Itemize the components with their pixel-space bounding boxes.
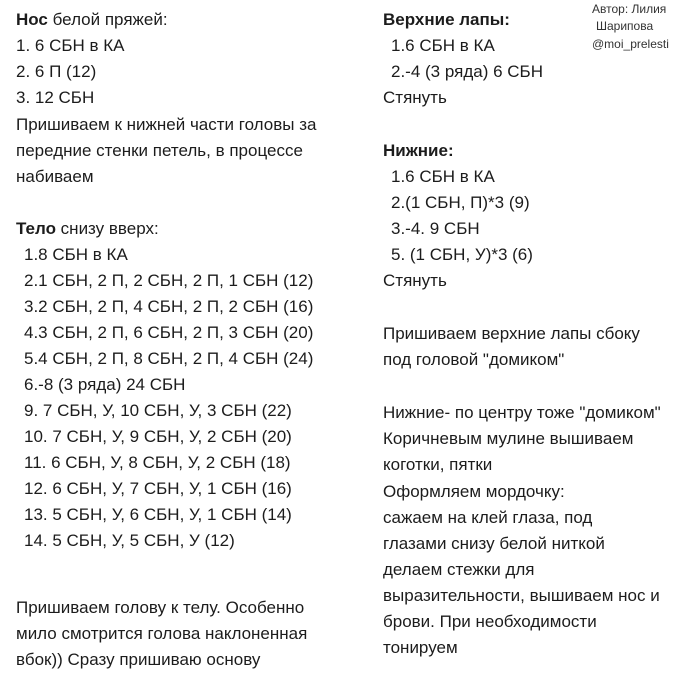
body-heading-bold: Тело xyxy=(16,219,56,238)
nose-heading-bold: Нос xyxy=(16,10,48,29)
upper-note-line: под головой "домиком" xyxy=(383,350,565,369)
body-row: 12. 6 СБН, У, 7 СБН, У, 1 СБН (16) xyxy=(24,479,292,498)
body-row: 13. 5 СБН, У, 6 СБН, У, 1 СБН (14) xyxy=(24,505,292,524)
nose-note-line: передние стенки петель, в процессе xyxy=(16,141,303,160)
assembly-line: Коричневым мулине вышиваем xyxy=(383,429,634,448)
lower-paws-row: 2.(1 СБН, П)*3 (9) xyxy=(391,193,530,212)
body-note-line: Пришиваем голову к телу. Особенно xyxy=(16,598,305,617)
author-line-2: Шарипова xyxy=(596,19,654,33)
nose-row: 2. 6 П (12) xyxy=(16,62,97,81)
upper-paws-title: Верхние лапы: xyxy=(383,10,510,29)
body-row: 4.3 СБН, 2 П, 6 СБН, 2 П, 3 СБН (20) xyxy=(24,323,314,342)
nose-heading xyxy=(16,9,168,31)
body-note-line: вбок)) Сразу пришиваю основу xyxy=(16,650,261,669)
nose-row: 3. 12 СБН xyxy=(16,88,95,107)
body-row: 10. 7 СБН, У, 9 СБН, У, 2 СБН (20) xyxy=(24,427,292,446)
lower-paws-row: 1.6 СБН в КА xyxy=(391,167,495,186)
body-row: 1.8 СБН в КА xyxy=(24,245,128,264)
author-line-3: @moi_prelesti xyxy=(592,37,669,51)
body-row: 14. 5 СБН, У, 5 СБН, У (12) xyxy=(24,531,235,550)
assembly-line: брови. При необходимости xyxy=(383,612,597,631)
assembly-line: делаем стежки для xyxy=(383,560,535,579)
body-note-line: мило смотрится голова наклоненная xyxy=(16,624,308,643)
nose-row: 1. 6 СБН в КА xyxy=(16,36,125,55)
body-heading xyxy=(16,218,159,240)
body-row: 5.4 СБН, 2 П, 8 СБН, 2 П, 4 СБН (24) xyxy=(24,349,314,368)
assembly-line: сажаем на клей глаза, под xyxy=(383,508,593,527)
assembly-line: Оформляем мордочку: xyxy=(383,482,565,501)
body-heading-rest: снизу вверх: xyxy=(55,219,159,238)
assembly-line: Нижние- по центру тоже "домиком" xyxy=(383,403,661,422)
lower-paws-row: 3.-4. 9 СБН xyxy=(391,219,480,238)
body-row: 6.-8 (3 ряда) 24 СБН xyxy=(24,375,186,394)
nose-note-line: Пришиваем к нижней части головы за xyxy=(16,115,317,134)
assembly-line: тонируем xyxy=(383,638,458,657)
body-row: 2.1 СБН, 2 П, 2 СБН, 2 П, 1 СБН (12) xyxy=(24,271,314,290)
upper-paws-heading xyxy=(383,9,510,31)
lower-paws-row: 5. (1 СБН, У)*3 (6) xyxy=(391,245,533,264)
nose-note-line: набиваем xyxy=(16,167,94,186)
upper-paws-row: 2.-4 (3 ряда) 6 СБН xyxy=(391,62,543,81)
lower-paws-title: Нижние: xyxy=(383,141,454,160)
body-row: 9. 7 СБН, У, 10 СБН, У, 3 СБН (22) xyxy=(24,401,292,420)
body-row: 3.2 СБН, 2 П, 4 СБН, 2 П, 2 СБН (16) xyxy=(24,297,314,316)
assembly-line: коготки, пятки xyxy=(383,455,493,474)
nose-heading-rest: белой пряжей: xyxy=(47,10,168,29)
lower-paws-finish: Стянуть xyxy=(383,271,447,290)
author-line-1: Автор: Лилия xyxy=(592,2,667,16)
assembly-line: глазами снизу белой ниткой xyxy=(383,534,605,553)
upper-paws-row: 1.6 СБН в КА xyxy=(391,36,495,55)
upper-note-line: Пришиваем верхние лапы сбоку xyxy=(383,324,640,343)
assembly-line: выразительности, вышиваем нос и xyxy=(383,586,660,605)
upper-paws-finish: Стянуть xyxy=(383,88,447,107)
lower-paws-heading xyxy=(383,140,454,162)
body-row: 11. 6 СБН, У, 8 СБН, У, 2 СБН (18) xyxy=(24,453,291,472)
